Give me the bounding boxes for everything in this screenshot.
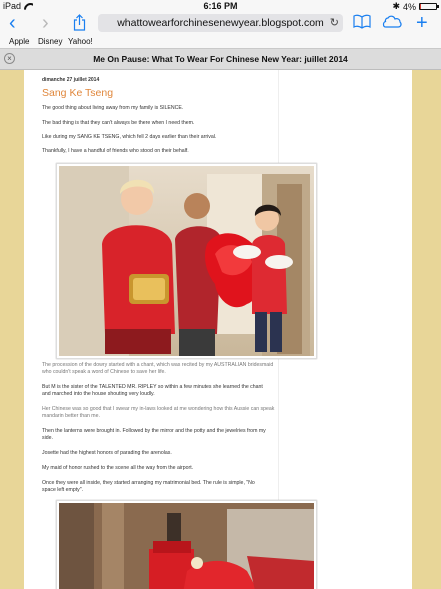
paragraph-line: side. (42, 435, 53, 441)
paragraph-line: mandarin better than me. (42, 413, 100, 419)
status-right (392, 1, 437, 12)
battery-level (420, 4, 421, 9)
bookmark-yahoo[interactable]: Yahoo! (68, 37, 93, 46)
procession-photo-image (57, 164, 316, 358)
device-label: iPad (3, 1, 22, 11)
url-text: whattowearforchinesenewyear.blogspot.com (117, 17, 324, 29)
bookmarks-button[interactable] (353, 14, 371, 29)
caption-line: who couldn't speak a word of Chinese to save her life. (42, 369, 166, 375)
icloud-tabs-button[interactable] (381, 14, 403, 28)
book-icon (353, 14, 371, 29)
reload-icon[interactable]: ↻ (329, 17, 339, 29)
paragraph: The good thing about living away from my family is SILENCE. (42, 105, 184, 111)
close-tab-icon[interactable]: × (4, 53, 15, 64)
paragraph-line: space left empty". (42, 487, 84, 493)
paragraph (42, 384, 290, 398)
paragraph (42, 450, 290, 457)
paragraph (42, 465, 290, 472)
paragraph-line: But M is the sister of the TALENTED MR. RIPLEY so within a few minutes she learned the chant (42, 384, 263, 390)
paragraph (42, 406, 290, 420)
paragraph-line: Once they were all inside, they started arranging my matrimonial bed. The rule is simple, "No (42, 480, 255, 486)
caption-line: The procession of the dowry started with a chant, which was recited by my AUSTRALIAN bridesmaid (42, 362, 274, 368)
paragraph-line: and marched into the house shouting very loudly. (42, 391, 155, 397)
paragraph-line: Her Chinese was so good that I swear my in-laws looked at me wondering how this Aussie can speak (42, 406, 275, 412)
post-date: dimanche 27 juillet 2014 (42, 77, 100, 83)
bed-photo-image (57, 501, 316, 589)
share-icon (73, 14, 86, 31)
back-button[interactable]: ‹ (9, 12, 16, 34)
post-photo-procession[interactable] (56, 163, 317, 359)
url-bar[interactable] (98, 14, 343, 32)
paragraph (42, 428, 290, 442)
paragraph: Like during my SANG KE TSENG, which fell 2 days earlier than their arrival. (42, 134, 217, 140)
tab-bar (0, 48, 441, 70)
paragraph (42, 480, 290, 494)
battery-icon (419, 3, 437, 10)
battery-percent: 4% (402, 1, 416, 12)
tab-title[interactable]: Me On Pause: What To Wear For Chinese New Year: juillet 2014 (93, 54, 348, 64)
share-button[interactable] (73, 14, 86, 31)
status-time: 6:16 PM (203, 1, 238, 11)
new-tab-button[interactable]: + (416, 12, 428, 34)
status-bar (0, 0, 441, 12)
forward-button[interactable]: › (42, 12, 49, 34)
paragraph-line: Then the lanterns were brought in. Followed by the mirror and the potty and the jewelries from my (42, 428, 266, 434)
paragraph-line: My maid of honor rushed to the scene all the way from the airport. (42, 465, 194, 471)
paragraph: Thankfully, I have a handful of friends who stood on their behalf. (42, 148, 189, 154)
browser-toolbar (0, 12, 441, 34)
paragraph-line: Josette had the highest honors of parading the arenolas. (42, 450, 172, 456)
cloud-icon (381, 14, 403, 28)
bluetooth-icon: ✱ (392, 1, 400, 11)
bookmark-disney[interactable]: Disney (38, 37, 63, 46)
bookmark-apple[interactable]: Apple (9, 37, 30, 46)
blog-content-area (24, 70, 412, 589)
photo-caption (42, 362, 290, 376)
bookmarks-bar (0, 34, 441, 48)
post-title[interactable]: Sang Ke Tseng (42, 87, 114, 99)
web-page (0, 70, 441, 589)
paragraph: The bad thing is that they can't always be there when I need them. (42, 120, 195, 126)
post-photo-bed[interactable] (56, 500, 317, 589)
